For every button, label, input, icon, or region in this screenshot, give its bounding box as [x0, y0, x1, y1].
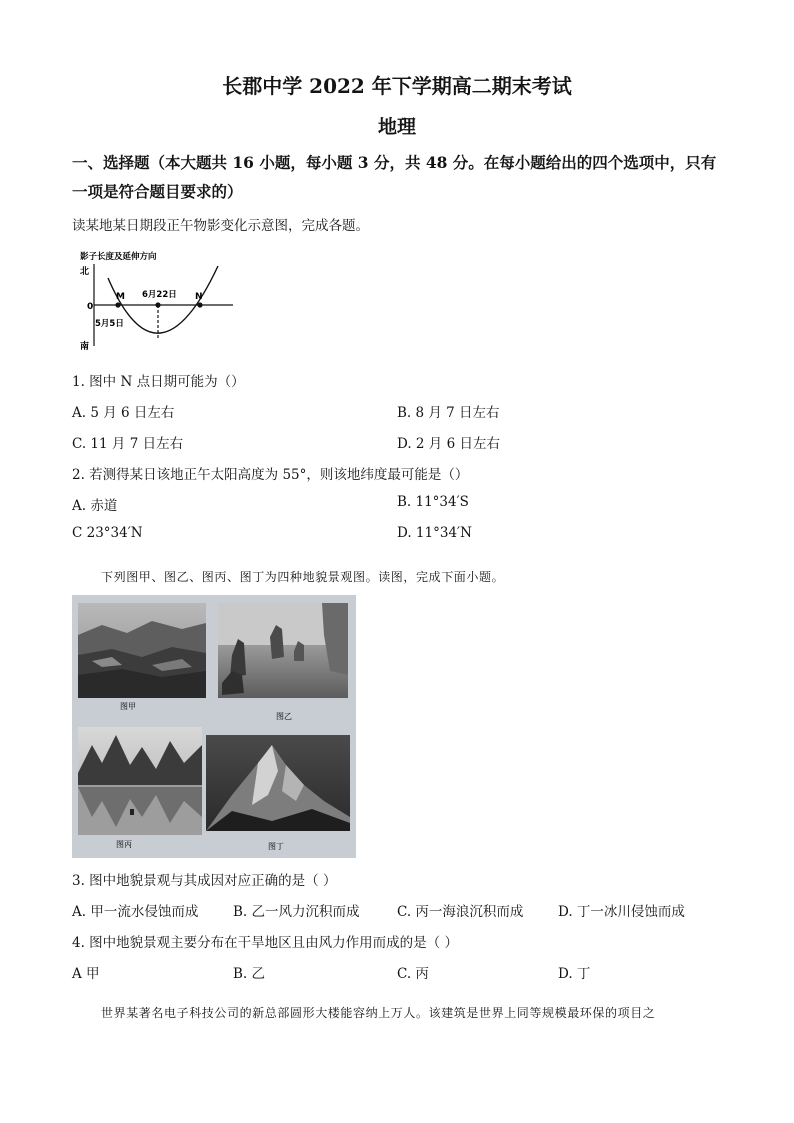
question-1-option-d: D. 2 月 6 日左右: [397, 436, 500, 452]
question-4-option-b: B. 乙: [233, 966, 266, 982]
question-2-option-c: C 23°34′N: [72, 525, 143, 541]
photo-bing-label: 图丙: [116, 840, 132, 849]
photo-ding: [206, 735, 350, 831]
question-3-option-b: B. 乙一风力沉积而成: [233, 904, 360, 920]
landform-photo-collage: [72, 595, 356, 858]
question-1-option-c: C. 11 月 7 日左右: [72, 436, 184, 452]
intro-text-3: 世界某著名电子科技公司的新总部圆形大楼能容纳上万人。该建筑是世界上同等规模最环保的项目之: [101, 1006, 656, 1020]
point-n-label: N: [195, 292, 203, 302]
question-3-option-c: C. 丙一海浪沉积而成: [397, 904, 524, 920]
section-heading: [72, 148, 732, 206]
diagram-south-label: 南: [80, 342, 90, 352]
photo-jia: [78, 603, 206, 698]
diagram-north-label: 北: [80, 267, 90, 277]
question-2-option-d: D. 11°34′N: [397, 525, 472, 541]
point-m-label: M: [116, 292, 125, 302]
diagram-zero-label: 0: [87, 302, 94, 312]
diagram-ylabel: 影子长度及延伸方向: [80, 252, 157, 262]
photo-ding-label: 图丁: [268, 842, 284, 851]
question-2-stem: 2. 若测得某日该地正午太阳高度为 55°，则该地纬度最可能是（）: [72, 467, 469, 483]
shadow-diagram: [78, 246, 238, 354]
question-2-option-b: B. 11°34′S: [397, 494, 469, 510]
question-3-option-d: D. 丁一冰川侵蚀而成: [558, 904, 685, 920]
photo-jia-label: 图甲: [120, 702, 136, 711]
point-n: [197, 302, 202, 307]
may5-date-label: 5月5日: [95, 319, 124, 329]
question-3-stem: 3. 图中地貌景观与其成因对应正确的是（ ）: [72, 873, 337, 889]
question-3-option-a: A. 甲一流水侵蚀而成: [72, 904, 199, 920]
point-solstice: [155, 302, 160, 307]
photo-bing: [78, 727, 202, 835]
question-4-option-d: D. 丁: [558, 966, 591, 982]
photo-yi: [218, 603, 348, 698]
exam-title: 长郡中学 2022 年下学期高二期末考试: [222, 74, 572, 98]
intro-text-1: 读某地某日期段正午物影变化示意图，完成各题。: [72, 218, 369, 234]
solstice-date-label: 6月22日: [142, 290, 177, 300]
question-2-option-a: A. 赤道: [72, 498, 118, 514]
photo-yi-label: 图乙: [276, 712, 292, 721]
point-m: [115, 302, 120, 307]
question-1-option-a: A. 5 月 6 日左右: [72, 405, 175, 421]
question-1-option-b: B. 8 月 7 日左右: [397, 405, 500, 421]
question-4-stem: 4. 图中地貌景观主要分布在干旱地区且由风力作用而成的是（ ）: [72, 935, 458, 951]
question-4-option-a: A 甲: [72, 966, 100, 982]
intro-text-2: 下列图甲、图乙、图丙、图丁为四种地貌景观图。读图，完成下面小题。: [101, 570, 505, 584]
section-heading-line1: 一、选择题（本大题共 16 小题，每小题 3 分，共 48 分。在每小题给出的四个选项中，只有: [72, 153, 717, 172]
question-1-stem: 1. 图中 N 点日期可能为（）: [72, 374, 245, 390]
question-4-option-c: C. 丙: [397, 966, 429, 982]
section-heading-line2: 一项是符合题目要求的）: [72, 182, 243, 201]
subject-title: 地理: [377, 116, 416, 138]
